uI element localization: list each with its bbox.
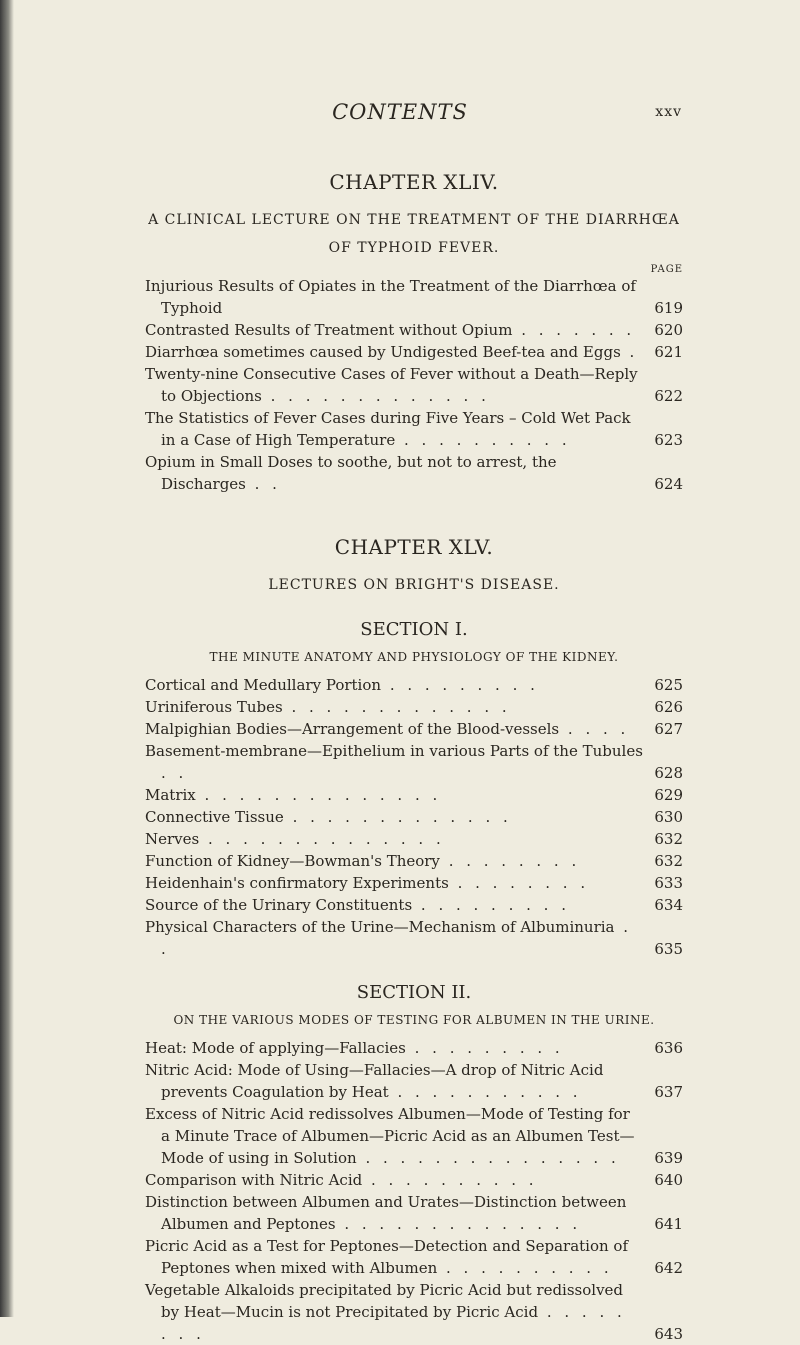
toc-entry-title: Heidenhain's confirmatory Experiments [145,874,449,892]
toc-entry [145,674,683,696]
toc-entry [145,806,683,828]
toc-entry-page: 633 [654,874,683,892]
toc-entry-title: The Statistics of Fever Cases during Five Years – Cold Wet Pack in a Case of High Temperature [145,409,631,449]
toc-leader-dots: . . . . . . . . . . . . . [283,808,512,826]
toc-leader-dots: . . . . . . . . . [381,676,539,694]
toc-entry-page: 639 [654,1149,683,1167]
toc-entry-page: 634 [654,896,683,914]
toc-entry-page: 637 [654,1083,683,1101]
toc-entry-page: 621 [654,343,683,361]
toc-entry-title: Injurious Results of Opiates in the Treatment of the Diarrhœa of Typhoid [145,277,636,317]
toc-entry-title: Malpighian Bodies—Arrangement of the Blood-vessels [145,720,560,738]
section-2-entries [145,1037,683,1345]
toc-leader-dots: . . . . . . . . . . . . . . [335,1215,582,1233]
section-1-entries [145,674,683,960]
section-subtitle: ON THE VARIOUS MODES OF TESTING FOR ALBUMEN IN THE URINE. [173,1013,655,1027]
toc-entry [145,451,683,495]
chapter-44 [145,170,683,495]
toc-entry-page: 624 [654,475,683,493]
toc-entry [145,407,683,451]
toc-entry [145,1279,683,1345]
toc-entry-title: Connective Tissue [145,808,284,826]
toc-entry-title: Physical Characters of the Urine—Mechanism of Albuminuria [145,918,615,936]
toc-entry-title: Twenty-nine Consecutive Cases of Fever without a Death—Reply to Objections [145,365,638,405]
section-title: SECTION II. [356,982,472,1003]
running-head-page-number: xxv [655,104,682,120]
toc-leader-dots: . . . . [559,720,630,738]
toc-leader-dots: . [620,343,639,361]
page-column-label: PAGE [650,264,683,275]
toc-leader-dots: . . [245,475,281,493]
toc-leader-dots: . . . . . . . . . . . . . . . [356,1149,620,1167]
toc-leader-dots: . . . . . . . . . . [395,431,571,449]
toc-entry-page: 622 [654,387,683,405]
toc-entry-title: Picric Acid as a Test for Peptones—Detection and Separation of Peptones when mixed with Albumen [145,1237,629,1277]
chapter-title: CHAPTER XLIV. [329,170,499,194]
toc-entry-title: Contrasted Results of Treatment without Opium [145,321,513,339]
toc-entry-page: 627 [654,720,683,738]
chapter-subtitle-line-2: OF TYPHOID FEVER. [328,240,500,256]
toc-entry [145,784,683,806]
chapter-subtitle-line-1: A CLINICAL LECTURE ON THE TREATMENT OF THE DIARRHŒA [148,212,680,228]
toc-entry-page: 640 [654,1171,683,1189]
toc-entry-title: Function of Kidney—Bowman's Theory [145,852,440,870]
toc-leader-dots: . . . . . . . [512,321,636,339]
toc-entry [145,872,683,894]
toc-entry-title: Diarrhœa sometimes caused by Undigested Beef-tea and Eggs [145,343,621,361]
toc-entry [145,1169,683,1191]
book-spine-shadow [0,0,14,1317]
toc-entry-title: Heat: Mode of applying—Fallacies [145,1039,406,1057]
toc-entry [145,828,683,850]
chapter-title: CHAPTER XLV. [334,535,494,559]
toc-entry [145,275,683,319]
toc-entry-page: 626 [654,698,683,716]
toc-entry [145,916,683,960]
toc-entry-title: Opium in Small Doses to soothe, but not to arrest, the Discharges [145,453,557,493]
toc-entry-title: Vegetable Alkaloids precipitated by Picric Acid but redissolved by Heat—Mucin is not Precipitated by Picric Acid [145,1281,624,1321]
toc-entry-title: Cortical and Medullary Portion [145,676,382,694]
toc-entry [145,363,683,407]
toc-entry [145,696,683,718]
chapter-45 [145,535,683,1345]
section-title: SECTION I. [360,619,468,640]
toc-leader-dots: . . . . . . . . . [412,896,570,914]
toc-entry-page: 623 [654,431,683,449]
contents-body [145,160,683,1345]
toc-entry [145,1103,683,1169]
toc-entry-title: Matrix [145,786,196,804]
toc-leader-dots: . . . . . . . . . [405,1039,564,1057]
toc-entry-page: 620 [654,321,683,339]
toc-leader-dots: . . . . . . . . . . . [388,1083,582,1101]
toc-entry [145,740,683,784]
toc-entry-title: Nerves [145,830,200,848]
toc-leader-dots: . . . . . . . . [448,874,590,892]
toc-entry [145,1059,683,1103]
toc-entry [145,319,683,341]
toc-entry [145,850,683,872]
toc-leader-dots: . . [161,764,188,782]
toc-leader-dots: . . . . . . . . . . . . . [282,698,511,716]
running-head [0,100,800,130]
toc-entry-page: 619 [654,299,683,317]
toc-leader-dots: . . . . . . . . . . . . . . [199,830,445,848]
toc-entry-page: 628 [654,764,683,782]
toc-entry-page: 629 [654,786,683,804]
section-subtitle: THE MINUTE ANATOMY AND PHYSIOLOGY OF THE KIDNEY. [209,650,619,664]
toc-entry [145,341,683,363]
toc-entry-page: 632 [654,852,683,870]
running-head-title: CONTENTS [332,100,468,124]
toc-entry-title: Distinction between Albumen and Urates—Distinction between Albumen and Peptones [145,1193,627,1233]
toc-leader-dots: . . . . . . . . [161,1303,626,1343]
toc-entry-page: 641 [654,1215,683,1233]
toc-entry-page: 625 [654,676,683,694]
toc-entry [145,1191,683,1235]
toc-entry-title: Comparison with Nitric Acid [145,1171,363,1189]
chapter-subtitle: LECTURES ON BRIGHT'S DISEASE. [268,577,560,593]
toc-entry-page: 642 [654,1259,683,1277]
toc-entry-title: Basement-membrane—Epithelium in various Parts of the Tubules [145,742,643,760]
toc-entry-page: 643 [654,1325,683,1343]
toc-leader-dots: . . . . . . . . . . . . . [261,387,490,405]
toc-entry-page: 635 [654,940,683,958]
toc-entry-page: 636 [654,1039,683,1057]
toc-leader-dots: . . . . . . . . [439,852,581,870]
chapter-44-entries [145,275,683,495]
toc-entry-title: Excess of Nitric Acid redissolves Albumen—Mode of Testing for a Minute Trace of Albumen—Picric Acid as an Albumen Test—Mode of using in Solution [145,1105,635,1167]
toc-entry [145,894,683,916]
toc-entry-title: Source of the Urinary Constituents [145,896,413,914]
toc-leader-dots: . . . . . . . . . . [362,1171,538,1189]
toc-entry-title: Nitric Acid: Mode of Using—Fallacies—A drop of Nitric Acid prevents Coagulation by Heat [145,1061,604,1101]
toc-leader-dots: . . [161,918,633,958]
toc-entry [145,718,683,740]
toc-entry-title: Uriniferous Tubes [145,698,283,716]
toc-entry [145,1235,683,1279]
toc-entry-page: 632 [654,830,683,848]
toc-leader-dots: . . . . . . . . . . [437,1259,613,1277]
toc-entry-page: 630 [654,808,683,826]
toc-entry [145,1037,683,1059]
toc-leader-dots: . . . . . . . . . . . . . . [195,786,442,804]
